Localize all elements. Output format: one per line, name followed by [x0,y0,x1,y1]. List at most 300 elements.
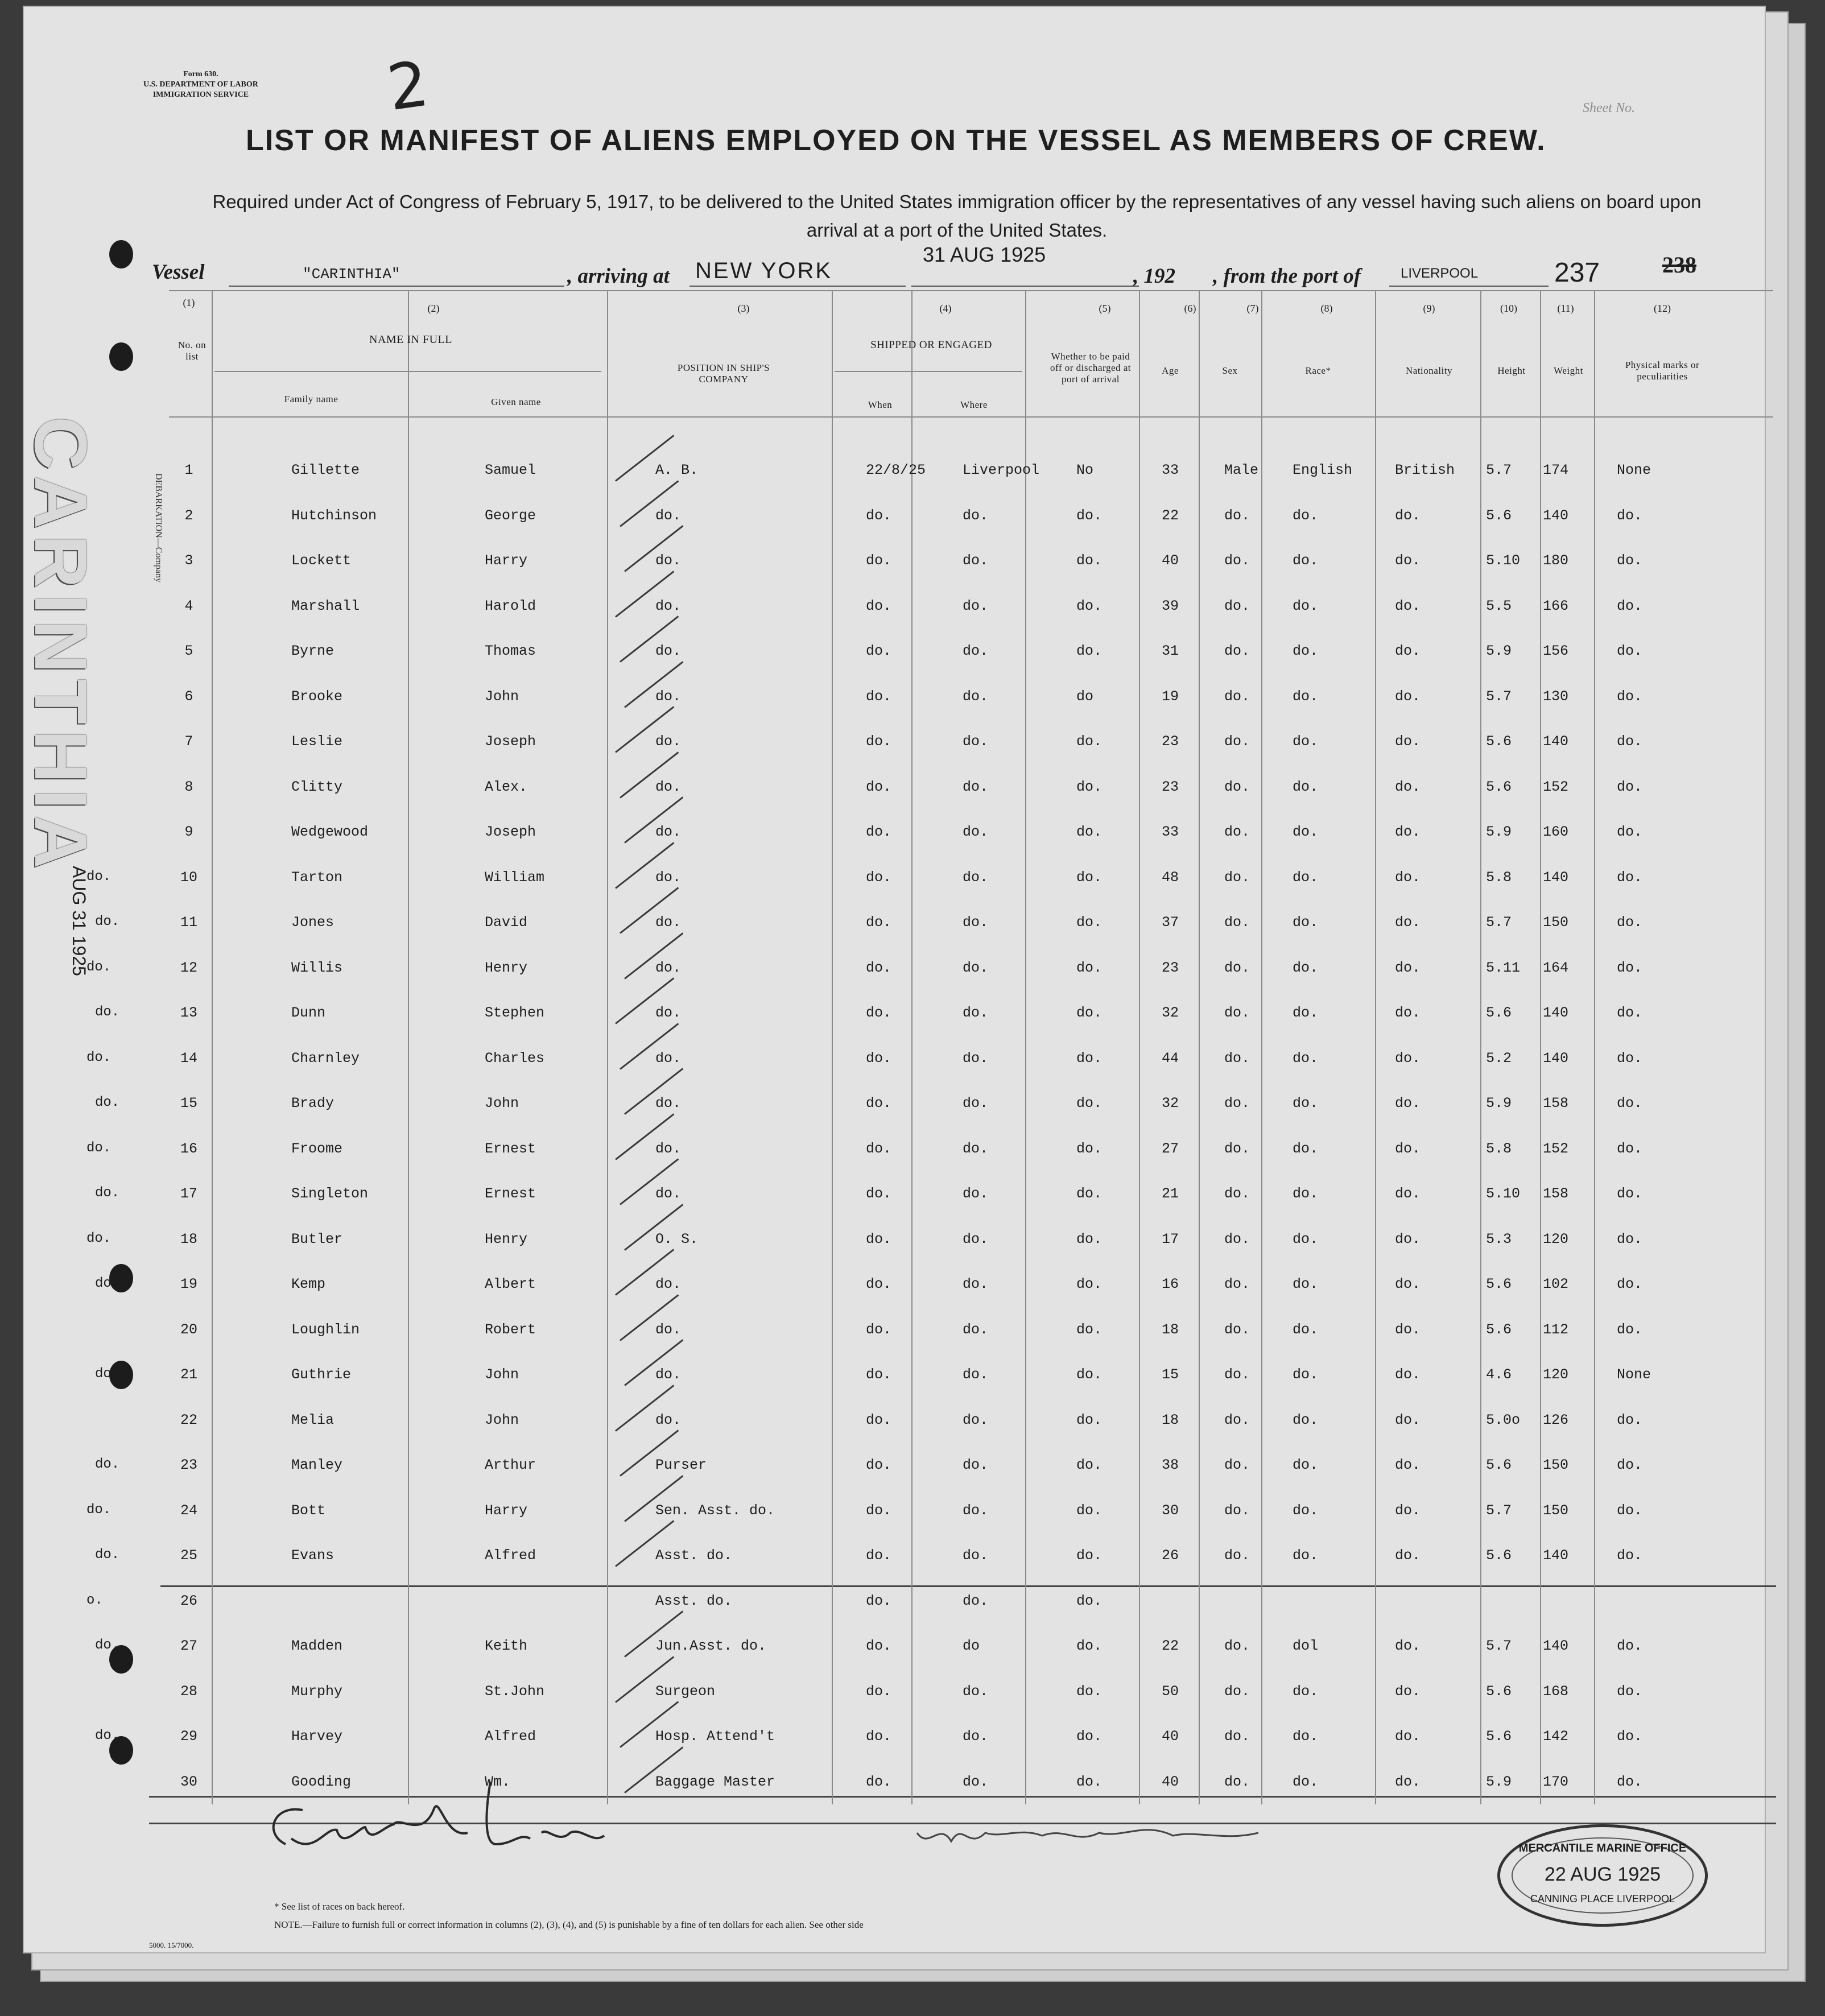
paid-off: do. [1076,1230,1103,1247]
race: do. [1293,1457,1319,1473]
family-name: Brady [291,1095,335,1112]
physical-marks: do. [1617,1683,1643,1700]
sex: do. [1224,1457,1250,1473]
position: Asst. do. [655,1547,733,1564]
race: do. [1293,1276,1319,1292]
shipped-when: do. [866,1230,892,1247]
given-name: Alfred [485,1728,536,1745]
weight: 152 [1543,1140,1569,1157]
race: do. [1293,733,1319,750]
shipped-when: do. [866,1095,892,1112]
weight: 180 [1543,552,1569,569]
age: 21 [1161,1185,1179,1202]
weight: 164 [1543,959,1569,976]
shipped-when: do. [866,1321,892,1338]
physical-marks: do. [1617,597,1643,614]
family-name: Dunn [291,1005,326,1021]
shipped-where: do. [963,1728,989,1745]
print-code: 5000. 15/7000. [149,1941,194,1949]
given-name: Samuel [485,462,536,478]
row-number: 20 [180,1321,198,1338]
col-num: (8) [1320,303,1333,314]
footnote-penalty: NOTE.—Failure to furnish full or correct information in columns (2), (3), (4), and (5) is punishable by a fine of ten dollars for each alien. See other side [274,1919,864,1930]
shipped-where: do. [963,959,989,976]
height: 5.10 [1486,1185,1521,1202]
col-num: (5) [1099,303,1111,314]
family-name: Wedgewood [291,824,369,840]
weight: 150 [1543,1457,1569,1473]
shipped-when: do. [866,1638,892,1654]
shipped-where: do. [963,1230,989,1247]
paid-off: do [1076,688,1094,705]
age: 50 [1161,1683,1179,1700]
service: IMMIGRATION SERVICE [152,90,249,99]
height: 5.6 [1486,733,1512,750]
row-number: 17 [180,1185,198,1202]
weight: 140 [1543,869,1569,886]
nationality: do. [1395,778,1421,795]
position: Asst. do. [655,1592,733,1609]
paid-off: do. [1076,914,1103,931]
shipped-when: do. [866,733,892,750]
physical-marks: do. [1617,1457,1643,1473]
shipped-where: do. [963,643,989,659]
race: do. [1293,1321,1319,1338]
physical-marks: do. [1617,1050,1643,1067]
position: do. [655,1276,682,1292]
row-number: 27 [180,1638,198,1654]
shipped-where: do. [963,1773,989,1790]
family-name: Melia [291,1411,335,1428]
physical-marks: do. [1617,733,1643,750]
height: 5.2 [1486,1050,1512,1067]
shipped-when: 22/8/25 [866,462,926,478]
family-name: Butler [291,1230,343,1247]
physical-marks: do. [1617,643,1643,659]
physical-marks: do. [1617,688,1643,705]
side-date-stamp: AUG 31 1925 [69,866,89,976]
race: do. [1293,1502,1319,1519]
form-number: Form 630. [183,70,218,79]
paid-off: do. [1076,1005,1103,1021]
height: 5.9 [1486,643,1512,659]
position: Surgeon [655,1683,716,1700]
position: do. [655,959,682,976]
weight: 140 [1543,1005,1569,1021]
sex: do. [1224,1683,1250,1700]
sex: do. [1224,778,1250,795]
arriving-value: NEW YORK [695,258,833,283]
col-num: (1) [183,297,195,308]
shipped-when: do. [866,552,892,569]
weight: 120 [1543,1230,1569,1247]
age: 15 [1161,1366,1179,1383]
age: 33 [1161,824,1179,840]
family-name: Manley [291,1457,343,1473]
row-number: 19 [180,1276,198,1292]
height: 5.6 [1486,1005,1512,1021]
physical-marks: do. [1617,1276,1643,1292]
shipped-when: do. [866,1547,892,1564]
row-number: 26 [180,1592,198,1609]
race: do. [1293,778,1319,795]
position: do. [655,869,682,886]
row-number: 24 [180,1502,198,1519]
row-number: 14 [180,1050,198,1067]
age: 48 [1161,869,1179,886]
nationality: do. [1395,869,1421,886]
shipped-where: do. [963,1005,989,1021]
given-name: Robert [485,1321,536,1338]
sex: do. [1224,1140,1250,1157]
family-name: Hutchinson [291,507,377,524]
family-name: Froome [291,1140,343,1157]
position: do. [655,643,682,659]
sex: do. [1224,1773,1250,1790]
family-name: Loughlin [291,1321,360,1338]
race: dol [1293,1638,1319,1654]
physical-marks: do. [1617,552,1643,569]
header-name-in-full: NAME IN FULL [369,333,452,346]
paid-off: do. [1076,1140,1103,1157]
physical-marks: do. [1617,1502,1643,1519]
paid-off: do. [1076,1773,1103,1790]
position: do. [655,1366,682,1383]
nationality: do. [1395,1321,1421,1338]
sex: do. [1224,1638,1250,1654]
sex: do. [1224,1728,1250,1745]
race: do. [1293,1366,1319,1383]
age: 31 [1161,643,1179,659]
date-stamp: 31 AUG 1925 [923,243,1046,266]
company-signature [251,1770,650,1884]
sex: do. [1224,1095,1250,1112]
shipped-when: do. [866,869,892,886]
header-no-on-list: No. on list [177,340,207,362]
header-age: Age [1162,365,1179,376]
sex: do. [1224,1050,1250,1067]
race: do. [1293,688,1319,705]
weight: 160 [1543,824,1569,840]
handwritten-sheet-number: 2 [383,47,433,125]
weight: 140 [1543,733,1569,750]
race: do. [1293,1005,1319,1021]
height: 5.3 [1486,1230,1512,1247]
footnote-races: * See list of races on back hereof. [274,1901,405,1912]
nationality: do. [1395,733,1421,750]
nationality: do. [1395,1005,1421,1021]
nationality: British [1395,462,1455,478]
shipped-where: do. [963,1502,989,1519]
shipped-where: do. [963,552,989,569]
shipped-when: do. [866,1592,892,1609]
physical-marks: do. [1617,1773,1643,1790]
col-num: (10) [1500,303,1517,314]
position: do. [655,824,682,840]
paid-off: do. [1076,1276,1103,1292]
margin-ditto: do. [86,1230,112,1246]
height: 5.11 [1486,959,1521,976]
height: 5.6 [1486,1321,1512,1338]
physical-marks: do. [1617,1321,1643,1338]
row-number: 2 [184,507,193,524]
paid-off: do. [1076,507,1103,524]
shipped-when: do. [866,1502,892,1519]
race: do. [1293,824,1319,840]
weight: 140 [1543,507,1569,524]
paid-off: do. [1076,733,1103,750]
shipped-where: do. [963,1140,989,1157]
position: Sen. Asst. do. [655,1502,775,1519]
margin-ditto: do. [95,1638,120,1653]
age: 23 [1161,778,1179,795]
row-number: 9 [184,824,193,840]
shipped-where: do. [963,597,989,614]
from-label: , from the port of [1213,265,1361,288]
age: 32 [1161,1005,1179,1021]
shipped-where: do. [963,1366,989,1383]
given-name: Arthur [485,1457,536,1473]
position: do. [655,507,682,524]
height: 5.8 [1486,869,1512,886]
position: do. [655,1321,682,1338]
nationality: do. [1395,688,1421,705]
position: Baggage Master [655,1773,775,1790]
shipped-when: do. [866,688,892,705]
paid-off: do. [1076,1321,1103,1338]
col-num: (6) [1184,303,1196,314]
weight: 140 [1543,1547,1569,1564]
paid-off: do. [1076,1457,1103,1473]
nationality: do. [1395,824,1421,840]
paid-off: do. [1076,1366,1103,1383]
height: 5.10 [1486,552,1521,569]
row-number: 4 [184,597,193,614]
col-num: (2) [427,303,440,314]
age: 32 [1161,1095,1179,1112]
shipped-where: do. [963,1547,989,1564]
given-name: Joseph [485,824,536,840]
paid-off: do. [1076,1592,1103,1609]
shipped-where: do. [963,1095,989,1112]
paid-off: do. [1076,552,1103,569]
age: 23 [1161,733,1179,750]
given-name: John [485,1411,519,1428]
sex: do. [1224,1005,1250,1021]
nationality: do. [1395,552,1421,569]
sex: do. [1224,869,1250,886]
row-number: 13 [180,1005,198,1021]
family-name: Lockett [291,552,352,569]
given-name: Ernest [485,1140,536,1157]
header-where: Where [960,399,988,410]
sheet-label: Sheet No. [1583,101,1635,115]
race: do. [1293,1095,1319,1112]
shipped-where: do. [963,824,989,840]
shipped-when: do. [866,597,892,614]
height: 5.9 [1486,824,1512,840]
row-number: 5 [184,643,193,659]
shipped-when: do. [866,1366,892,1383]
row-number: 30 [180,1773,198,1790]
header-given-name: Given name [491,396,541,407]
family-name: Brooke [291,688,343,705]
position: A. B. [655,462,699,478]
age: 22 [1161,507,1179,524]
family-name: Gooding [291,1773,352,1790]
family-name: Charnley [291,1050,360,1067]
position: do. [655,778,682,795]
family-name: Gillette [291,462,360,478]
race: do. [1293,1140,1319,1157]
family-name: Tarton [291,869,343,886]
weight: 120 [1543,1366,1569,1383]
shipped-when: do. [866,1773,892,1790]
sex: do. [1224,733,1250,750]
header-height: Height [1497,365,1526,376]
margin-ditto: do. [95,1185,120,1201]
age: 22 [1161,1638,1179,1654]
header-physical-marks: Physical marks or peculiarities [1625,360,1700,382]
nationality: do. [1395,643,1421,659]
height: 4.6 [1486,1366,1512,1383]
height: 5.6 [1486,507,1512,524]
margin-ditto: do. [95,1728,120,1744]
paid-off: do. [1076,597,1103,614]
height: 5.5 [1486,597,1512,614]
sex: do. [1224,688,1250,705]
physical-marks: do. [1617,1005,1643,1021]
weight: 142 [1543,1728,1569,1745]
margin-ditto: do. [95,1547,120,1563]
header-weight: Weight [1554,365,1583,376]
sex: do. [1224,1276,1250,1292]
physical-marks: do. [1617,959,1643,976]
row-number: 7 [184,733,193,750]
height: 5.6 [1486,1276,1512,1292]
row-number: 8 [184,778,193,795]
position: Hosp. Attend't [655,1728,775,1745]
family-name: Byrne [291,643,335,659]
age: 18 [1161,1321,1179,1338]
sex: Male [1224,462,1259,478]
shipped-when: do. [866,1140,892,1157]
margin-ditto: o. [86,1592,103,1608]
shipped-where: do. [963,1411,989,1428]
row-number: 16 [180,1140,198,1157]
age: 38 [1161,1457,1179,1473]
race: do. [1293,914,1319,931]
age: 16 [1161,1276,1179,1292]
shipped-where: do. [963,688,989,705]
age: 40 [1161,1773,1179,1790]
vessel-label: Vessel [152,261,205,284]
physical-marks: do. [1617,869,1643,886]
race: do. [1293,507,1319,524]
shipped-where: do. [963,1457,989,1473]
paid-off: do. [1076,1683,1103,1700]
race: do. [1293,959,1319,976]
given-name: William [485,869,545,886]
shipped-when: do. [866,1276,892,1292]
position: do. [655,1005,682,1021]
sex: do. [1224,1502,1250,1519]
nationality: do. [1395,1773,1421,1790]
row-number: 11 [180,914,198,931]
sex: do. [1224,597,1250,614]
arriving-label: , arriving at [567,265,670,288]
nationality: do. [1395,914,1421,931]
sex: do. [1224,1411,1250,1428]
nationality: do. [1395,1276,1421,1292]
row-number: 28 [180,1683,198,1700]
header-nationality: Nationality [1406,365,1452,376]
given-name: Ernest [485,1185,536,1202]
age: 33 [1161,462,1179,478]
sex: do. [1224,914,1250,931]
position: Purser [655,1457,707,1473]
col-num: (11) [1557,303,1574,314]
stamp-location: CANNING PLACE LIVERPOOL [1530,1893,1675,1905]
physical-marks: do. [1617,1095,1643,1112]
weight: 168 [1543,1683,1569,1700]
height: 5.6 [1486,778,1512,795]
family-name: Jones [291,914,335,931]
weight: 140 [1543,1050,1569,1067]
height: 5.9 [1486,1773,1512,1790]
sex: do. [1224,1230,1250,1247]
age: 27 [1161,1140,1179,1157]
weight: 130 [1543,688,1569,705]
paid-off: do. [1076,959,1103,976]
given-name: Harry [485,552,528,569]
physical-marks: do. [1617,1140,1643,1157]
shipped-when: do. [866,959,892,976]
physical-marks: do. [1617,778,1643,795]
race: do. [1293,1773,1319,1790]
nationality: do. [1395,1095,1421,1112]
paid-off: No [1076,462,1094,478]
race: do. [1293,643,1319,659]
paid-off: do. [1076,1728,1103,1745]
nationality: do. [1395,1502,1421,1519]
race: do. [1293,597,1319,614]
row-number: 15 [180,1095,198,1112]
weight: 158 [1543,1095,1569,1112]
weight: 112 [1543,1321,1569,1338]
weight: 102 [1543,1276,1569,1292]
physical-marks: do. [1617,507,1643,524]
col-num: (7) [1246,303,1259,314]
given-name: Thomas [485,643,536,659]
weight: 166 [1543,597,1569,614]
paid-off: do. [1076,1502,1103,1519]
margin-ditto: do. [95,1457,120,1472]
shipped-where: do. [963,733,989,750]
physical-marks: None [1617,1366,1651,1383]
weight: 126 [1543,1411,1569,1428]
age: 44 [1161,1050,1179,1067]
age: 40 [1161,552,1179,569]
position: do. [655,688,682,705]
margin-ditto: do. [86,1050,112,1065]
sex: do. [1224,1366,1250,1383]
race: do. [1293,869,1319,886]
shipped-when: do. [866,1050,892,1067]
row-number: 1 [184,462,193,478]
margin-ditto: do. [95,1095,120,1110]
shipped-when: do. [866,1005,892,1021]
